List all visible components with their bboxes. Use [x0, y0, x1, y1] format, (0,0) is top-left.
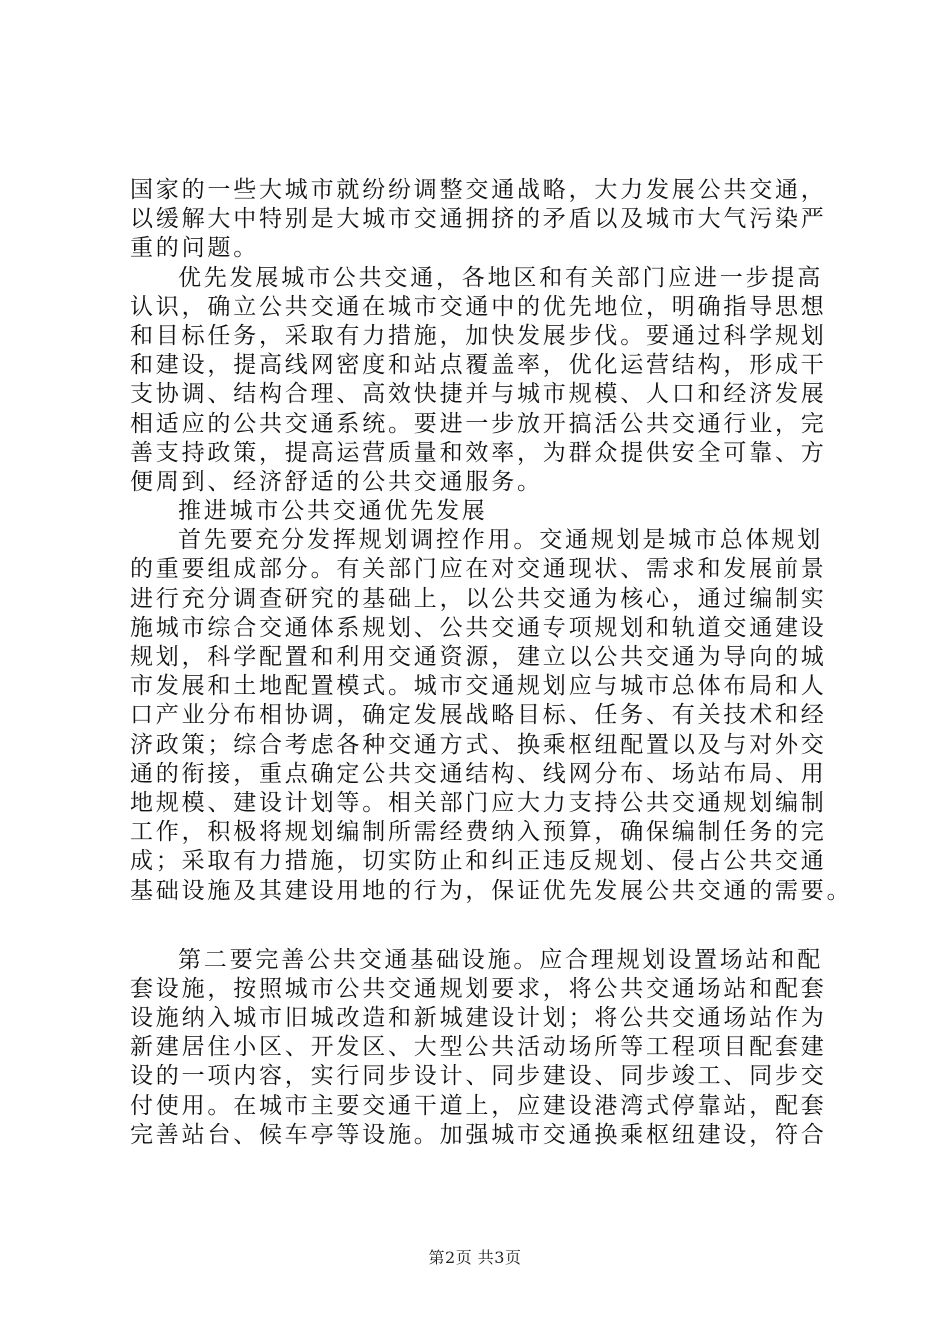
text-line: 设的一项内容，实行同步设计、同步建设、同步竣工、同步交 — [130, 1063, 827, 1090]
text-line: 进行充分调查研究的基础上，以公共交通为核心，通过编制实 — [130, 585, 827, 612]
text-line: 和目标任务，采取有力措施，加快发展步伐。要通过科学规划 — [130, 322, 827, 349]
text-line: 国家的一些大城市就纷纷调整交通战略，大力发展公共交通， — [130, 177, 827, 203]
text-line: 完善站台、候车亭等设施。加强城市交通换乘枢纽建设，符合 — [130, 1121, 827, 1148]
text-line: 施城市综合交通体系规划、公共交通专项规划和轨道交通建设 — [130, 614, 827, 641]
text-line: 套设施，按照城市公共交通规划要求，将公共交通场站和配套 — [130, 975, 827, 1002]
text-line: 相适应的公共交通系统。要进一步放开搞活公共交通行业，完 — [130, 410, 827, 437]
text-line: 规划，科学配置和利用交通资源，建立以公共交通为导向的城 — [130, 644, 827, 670]
text-line: 认识，确立公共交通在城市交通中的优先地位，明确指导思想 — [130, 293, 827, 320]
text-line: 支协调、结构合理、高效快捷并与城市规模、人口和经济发展 — [130, 381, 827, 408]
paragraph-start-line: 优先发展城市公共交通，各地区和有关部门应进一步提高 — [178, 264, 823, 291]
section-heading: 推进城市公共交通优先发展 — [178, 498, 488, 525]
text-line: 新建居住小区、开发区、大型公共活动场所等工程项目配套建 — [130, 1034, 827, 1061]
text-line: 地规模、建设计划等。相关部门应大力支持公共交通规划编制 — [130, 789, 827, 816]
text-line: 重的问题。 — [130, 235, 259, 262]
text-line: 便周到、经济舒适的公共交通服务。 — [130, 468, 543, 495]
text-line: 工作，积极将规划编制所需经费纳入预算，确保编制任务的完 — [130, 819, 827, 846]
paragraph-start-line: 首先要充分发挥规划调控作用。交通规划是城市总体规划 — [178, 527, 823, 554]
text-line: 基础设施及其建设用地的行为，保证优先发展公共交通的需要。 — [130, 877, 853, 904]
text-line: 口产业分布相协调，确定发展战略目标、任务、有关技术和经 — [130, 702, 827, 729]
text-line: 和建设，提高线网密度和站点覆盖率，优化运营结构，形成干 — [130, 352, 827, 379]
document-body — [130, 176, 853, 1150]
text-line: 市发展和土地配置模式。城市交通规划应与城市总体布局和人 — [130, 673, 827, 700]
text-line: 成；采取有力措施，切实防止和纠正违反规划、侵占公共交通 — [130, 848, 827, 875]
text-line: 的重要组成部分。有关部门应在对交通现状、需求和发展前景 — [130, 556, 827, 583]
text-line: 设施纳入城市旧城改造和新城建设计划；将公共交通场站作为 — [130, 1005, 827, 1032]
page-number-footer: 第2页 共3页 — [428, 1248, 522, 1267]
paragraph-gap — [130, 906, 842, 946]
text-line: 通的衔接，重点确定公共交通结构、线网分布、场站布局、用 — [130, 760, 827, 787]
text-line: 付使用。在城市主要交通干道上，应建设港湾式停靠站，配套 — [130, 1092, 827, 1119]
text-line: 以缓解大中特别是大城市交通拥挤的矛盾以及城市大气污染严 — [130, 206, 827, 233]
text-line: 济政策；综合考虑各种交通方式、换乘枢纽配置以及与对外交 — [130, 731, 827, 758]
paragraph-start-line: 第二要完善公共交通基础设施。应合理规划设置场站和配 — [178, 946, 823, 973]
text-line: 善支持政策，提高运营质量和效率，为群众提供安全可靠、方 — [130, 439, 827, 466]
